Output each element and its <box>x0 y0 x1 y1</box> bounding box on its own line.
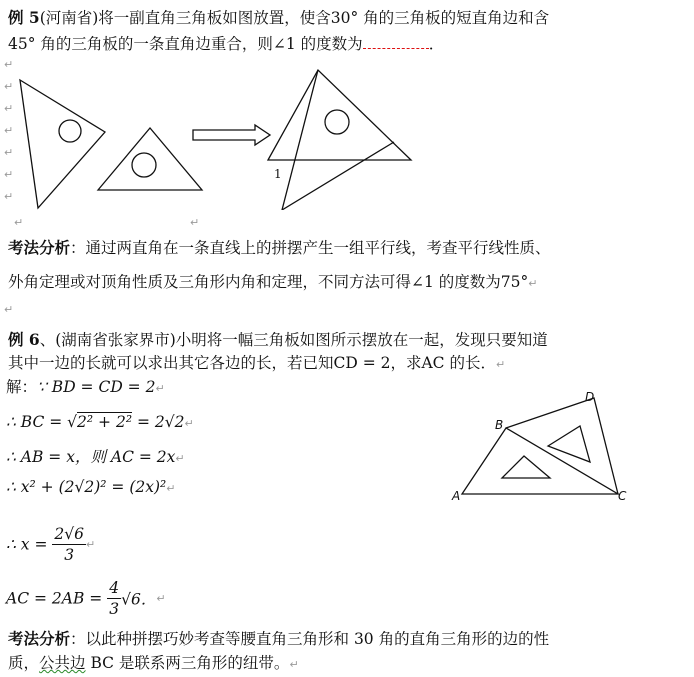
answer-blank <box>363 34 429 49</box>
ex6-line1 <box>8 328 548 350</box>
fraction <box>107 578 121 619</box>
ex5-line1 <box>8 6 549 28</box>
para-mark: ↵ <box>289 658 299 671</box>
angle-1-label: 1 <box>274 167 282 181</box>
sol-step2-radicand: 2² + 2² <box>77 413 133 431</box>
ex6-kaofa-line2 <box>8 651 299 673</box>
sol-line6 <box>6 578 166 619</box>
sol-label: 解： <box>6 378 38 396</box>
sol-step6-post: √6． <box>121 590 157 609</box>
para-mark: ↵ <box>4 58 14 71</box>
ex5-line2 <box>8 32 444 54</box>
ex6-kaofa-text1: ：以此种拼摆巧妙考查等腰直角三角形和 30 角的直角三角形的边的性 <box>70 630 550 648</box>
fraction-den: 3 <box>64 546 75 564</box>
fraction-den: 3 <box>109 600 120 618</box>
para-mark: ↵ <box>4 80 14 93</box>
para-mark: ↵ <box>166 482 176 495</box>
label-c: C <box>618 489 627 503</box>
kaofa-label: 考法分析 <box>8 629 71 648</box>
ex6-kaofa-line1 <box>8 627 549 649</box>
ex5-figure <box>0 60 430 210</box>
ex6-kaofa-text2b: 公共边 <box>39 654 86 672</box>
para-mark: ↵ <box>495 358 506 371</box>
label-d: D <box>585 390 595 404</box>
sol-step2b: = 2√2 <box>132 413 185 431</box>
ex6-kaofa-text2a: 质， <box>8 654 40 672</box>
kaofa-label: 考法分析 <box>8 238 71 257</box>
ex6-line1-text: 、(湖南省张家界市)小明将一幅三角板如图所示摆放在一起，发现只要知道 <box>39 331 548 349</box>
para-mark: ↵ <box>184 417 194 430</box>
triangle-bdc <box>506 398 618 494</box>
fraction-num: 4 <box>109 579 120 597</box>
arrow-right <box>193 125 270 145</box>
ex5-kaofa-line2 <box>8 270 537 292</box>
para-mark: ↵ <box>156 592 166 605</box>
para-mark: ↵ <box>4 102 14 115</box>
label-a: A <box>452 489 461 503</box>
sol-step3: ∴ AB = x，则 AC = 2x <box>6 448 176 466</box>
ex5-kaofa-line1 <box>8 236 551 258</box>
para-mark: ↵ <box>4 303 14 316</box>
para-mark: ↵ <box>4 146 14 159</box>
triangle-hole <box>132 153 156 177</box>
para-mark: ↵ <box>14 216 24 229</box>
label-b: B <box>495 418 504 432</box>
sol-step6-pre: AC = 2AB = <box>6 589 103 608</box>
sol-step5-pre: ∴ x = <box>6 535 48 554</box>
sol-line5 <box>6 524 95 565</box>
para-mark: ↵ <box>528 277 538 290</box>
sol-line1 <box>6 375 165 397</box>
triangle-hole <box>325 110 349 134</box>
para-mark: ↵ <box>190 216 200 229</box>
combined-triangle-45 <box>268 70 411 160</box>
triangle-hole-abc <box>502 456 550 478</box>
triangle-abc <box>462 428 618 494</box>
ex5-kaofa-text2: 外角定理或对顶角性质及三角形内角和定理，不同方法可得∠1 的度数为75° <box>8 273 529 291</box>
triangle-30-left <box>20 80 105 208</box>
fraction <box>52 524 86 565</box>
sol-line3 <box>6 445 185 467</box>
ex5-label: 例 5 <box>8 8 40 27</box>
sol-step1: ∵ BD = CD = 2 <box>37 378 156 396</box>
sol-line2 <box>6 413 194 431</box>
ex6-figure <box>448 388 638 504</box>
para-mark: ↵ <box>4 124 14 137</box>
ex6-label: 例 6 <box>8 330 40 349</box>
ex5-line2-end: ． <box>428 35 445 53</box>
fraction-num: 2√6 <box>54 525 84 543</box>
ex6-kaofa-text2c: BC 是联系两三角形的纽带。 <box>85 654 290 672</box>
para-mark: ↵ <box>155 382 165 395</box>
ex5-line2-text: 45° 角的三角板的一条直角边重合，则∠1 的度数为 <box>8 35 363 53</box>
sol-step2a: ∴ BC = √ <box>6 413 78 431</box>
triangle-hole <box>59 120 81 142</box>
para-mark: ↵ <box>86 538 96 551</box>
ex6-line2 <box>8 351 505 373</box>
triangle-45-middle <box>98 128 202 190</box>
para-mark: ↵ <box>4 190 14 203</box>
sol-step4: ∴ x² + (2√2)² = (2x)² <box>6 478 167 496</box>
ex5-kaofa-text1: ：通过两直角在一条直线上的拼摆产生一组平行线，考查平行线性质、 <box>70 239 551 257</box>
para-mark: ↵ <box>4 168 14 181</box>
combined-triangle-30 <box>282 70 394 210</box>
ex5-line1-text: (河南省)将一副直角三角板如图放置，使含30° 角的三角板的短直角边和含 <box>39 9 550 27</box>
ex6-line2-text: 其中一边的长就可以求出其它各边的长，若已知CD = 2，求AC 的长． <box>8 354 496 372</box>
para-mark: ↵ <box>175 452 185 465</box>
sol-line4 <box>6 478 175 496</box>
